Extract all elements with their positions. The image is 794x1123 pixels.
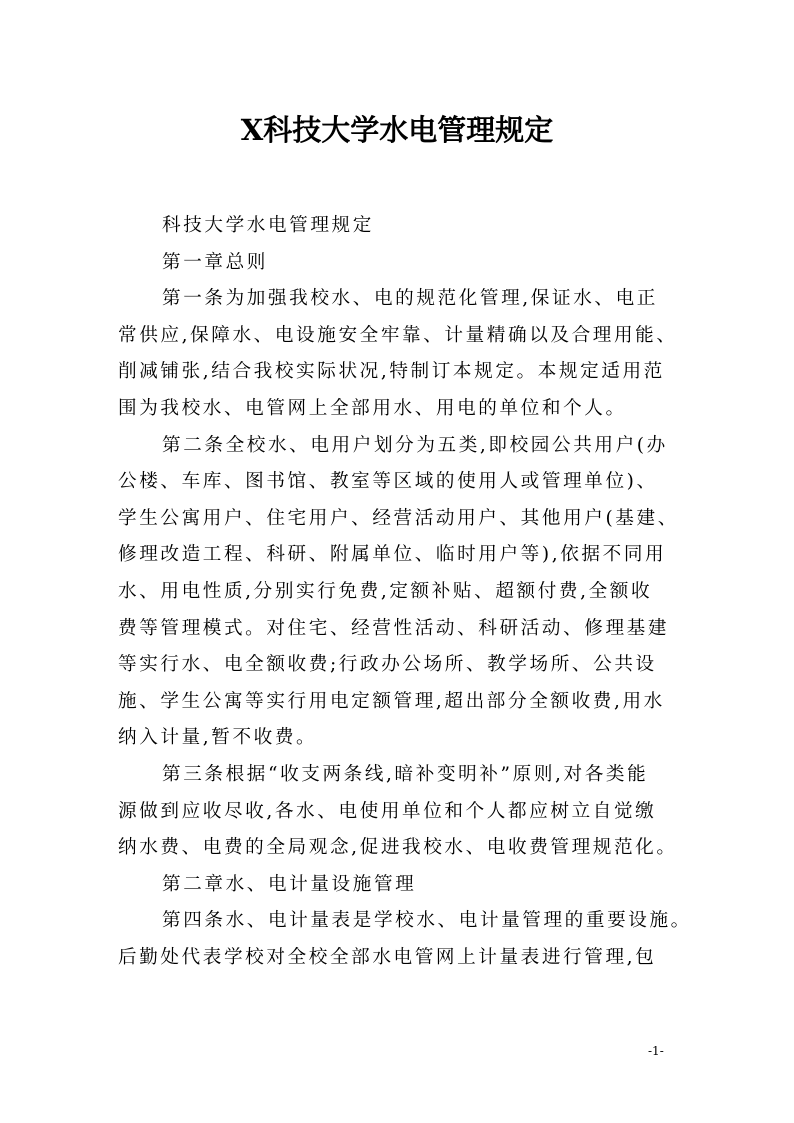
paragraph-line: 第四条水、电计量表是学校水、电计量管理的重要设施。 — [162, 910, 692, 932]
page-number: -1- — [648, 1044, 664, 1058]
paragraph-line: 围为我校水、电管网上全部用水、用电的单位和个人。 — [118, 397, 627, 419]
paragraph-line: 第一条为加强我校水、电的规范化管理,保证水、电正 — [162, 288, 658, 310]
paragraph-line: 修理改造工程、科研、附属单位、临时用户等),依据不同用 — [118, 544, 667, 566]
paragraph-line: 水、用电性质,分别实行免费,定额补贴、超额付费,全额收 — [118, 580, 653, 602]
paragraph-line: 第三条根据“收支两条线,暗补变明补”原则,对各类能 — [162, 763, 649, 785]
paragraph-line: 纳水费、电费的全局观念,促进我校水、电收费管理规范化。 — [118, 837, 678, 859]
chapter-heading: 第一章总则 — [162, 251, 268, 273]
paragraph-line: 常供应,保障水、电设施安全牢靠、计量精确以及合理用能、 — [118, 324, 678, 346]
paragraph-line: 削减铺张,结合我校实际状况,特制订本规定。本规定适用范 — [118, 361, 665, 383]
paragraph-line: 纳入计量,暂不收费。 — [118, 727, 318, 749]
paragraph-line: 学生公寓用户、住宅用户、经营活动用户、其他用户(基建、 — [118, 507, 679, 529]
paragraph-line: 等实行水、电全额收费;行政办公场所、教学场所、公共设 — [118, 654, 657, 676]
paragraph-line: 源做到应收尽收,各水、电使用单位和个人都应树立自觉缴 — [118, 800, 657, 822]
paragraph-line: 费等管理模式。对住宅、经营性活动、科研活动、修理基建 — [118, 617, 670, 639]
paragraph-line: 第二条全校水、电用户划分为五类,即校园公共用户(办 — [162, 434, 668, 456]
document-title: X科技大学水电管理规定 — [240, 113, 554, 147]
paragraph-line: 科技大学水电管理规定 — [162, 215, 374, 236]
paragraph-line: 施、学生公寓等实行用电定额管理,超出部分全额收费,用水 — [118, 690, 665, 712]
chapter-heading: 第二章水、电计量设施管理 — [162, 873, 417, 895]
paragraph-line: 公楼、车库、图书馆、教室等区域的使用人或管理单位)、 — [118, 471, 658, 493]
paragraph-line: 后勤处代表学校对全校全部水电管网上计量表进行管理,包 — [118, 946, 657, 968]
document-body — [118, 208, 692, 976]
